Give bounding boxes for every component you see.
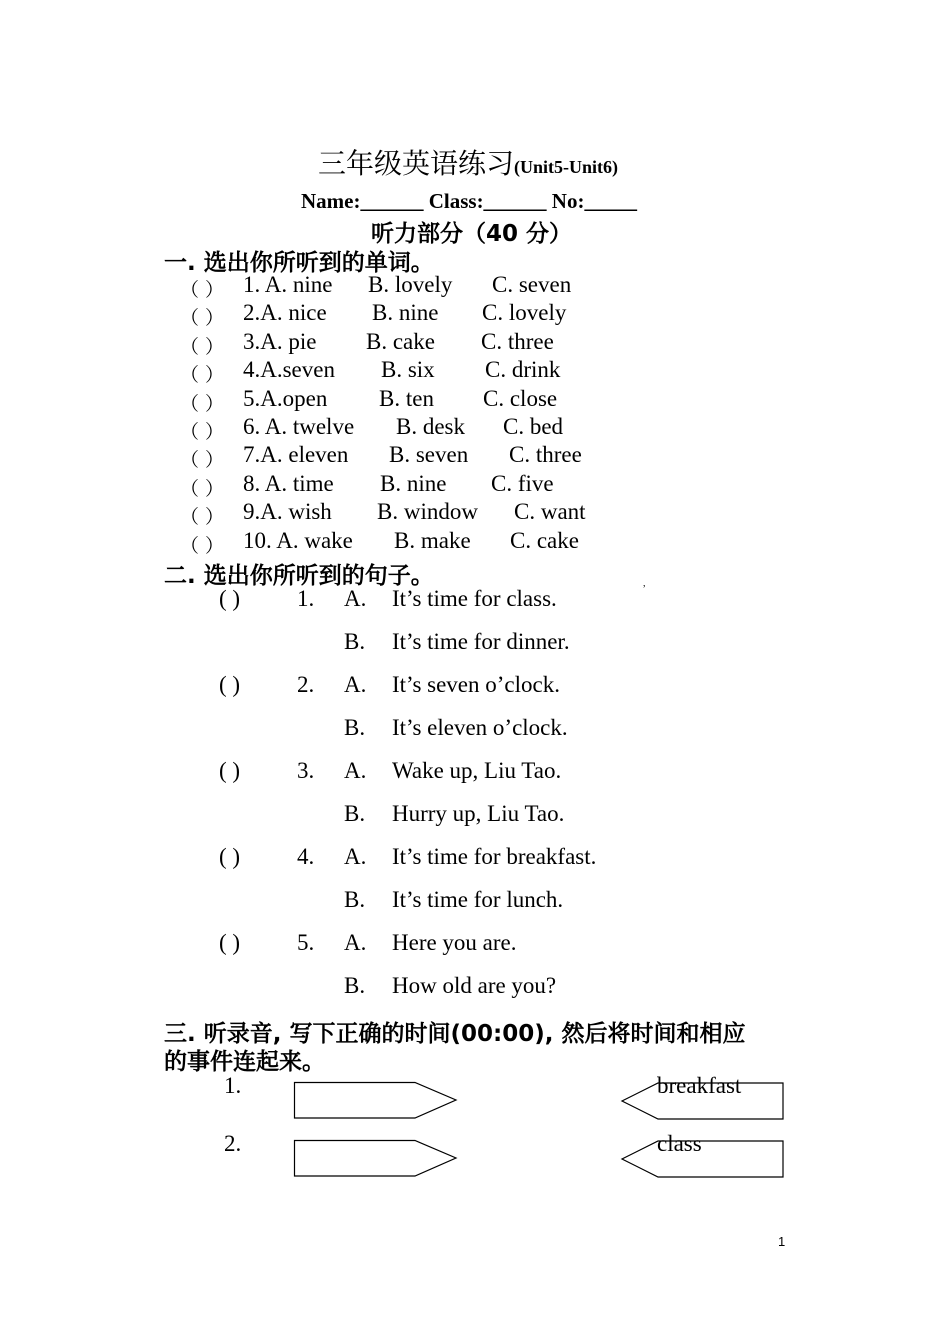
option-c: C. want: [514, 499, 586, 525]
answer-bracket[interactable]: （ ）: [180, 335, 225, 358]
student-info-line: Name:______ Class:______ No:_____: [301, 189, 637, 213]
match-item-number: 2.: [224, 1131, 242, 1156]
option-c: C. close: [483, 385, 558, 411]
option-b-text: It’s time for dinner.: [392, 629, 570, 654]
stray-mark: ,: [643, 578, 646, 589]
option-b: B. six: [381, 357, 435, 383]
option-a-label: A.: [344, 586, 367, 611]
answer-bracket[interactable]: ( ): [219, 672, 241, 697]
event-label: breakfast: [657, 1073, 742, 1098]
answer-bracket[interactable]: （ ）: [180, 364, 225, 387]
listening-section-header: 听力部分（40 分）: [371, 221, 573, 247]
question-number: 1.: [297, 586, 315, 611]
match-item-number: 1.: [224, 1073, 242, 1098]
answer-bracket[interactable]: ( ): [219, 586, 241, 611]
answer-bracket[interactable]: ( ): [219, 758, 241, 783]
option-b-label: B.: [344, 973, 366, 998]
option-b-label: B.: [344, 801, 366, 826]
option-b: B. window: [377, 499, 478, 525]
option-b-text: Hurry up, Liu Tao.: [392, 801, 565, 826]
option-b: B. lovely: [368, 272, 453, 297]
option-b: B. seven: [389, 442, 469, 468]
option-a-label: A.: [344, 758, 367, 783]
event-label: class: [657, 1131, 702, 1156]
option-a-text: It’s time for class.: [392, 586, 557, 611]
answer-bracket[interactable]: ( ): [219, 930, 241, 955]
option-b: B. nine: [380, 470, 447, 496]
page-title: [318, 142, 618, 182]
question-number: 4.: [297, 844, 315, 869]
option-a: 7.A. eleven: [243, 442, 349, 468]
option-b: B. ten: [379, 385, 434, 411]
option-a: 9.A. wish: [243, 499, 332, 525]
page-number: 1: [778, 1234, 786, 1249]
time-answer-box[interactable]: [294, 1082, 458, 1120]
answer-bracket[interactable]: （ ）: [180, 449, 225, 472]
option-b-label: B.: [344, 887, 366, 912]
answer-bracket[interactable]: （ ）: [180, 534, 225, 557]
option-c: C. lovely: [482, 300, 567, 326]
part2-heading: 二. 选出你所听到的句子。: [164, 563, 434, 589]
answer-bracket[interactable]: （ ）: [180, 506, 225, 529]
option-a: 8. A. time: [243, 470, 334, 496]
option-b-text: How old are you?: [392, 973, 557, 998]
answer-bracket[interactable]: （ ）: [180, 279, 225, 301]
option-a-label: A.: [344, 672, 367, 697]
option-a: 3.A. pie: [243, 328, 317, 354]
option-c: C. seven: [492, 272, 572, 297]
part1-heading: 一. 选出你所听到的单词。: [164, 250, 434, 276]
option-a-text: Wake up, Liu Tao.: [392, 758, 562, 783]
option-a: 1. A. nine: [243, 272, 333, 297]
option-a-text: It’s seven o’clock.: [392, 672, 560, 697]
option-a: 4.A.seven: [243, 357, 335, 383]
option-b-text: It’s time for lunch.: [392, 887, 564, 912]
answer-bracket[interactable]: （ ）: [180, 392, 225, 415]
question-number: 3.: [297, 758, 315, 783]
option-c: C. cake: [510, 527, 579, 553]
time-answer-box[interactable]: [294, 1140, 458, 1178]
option-c: C. drink: [485, 357, 561, 383]
option-c: C. five: [491, 470, 554, 496]
option-a-label: A.: [344, 844, 367, 869]
event-box: [621, 1140, 785, 1178]
option-a: 2.A. nice: [243, 300, 327, 326]
option-b-text: It’s eleven o’clock.: [392, 715, 568, 740]
option-b-label: B.: [344, 715, 366, 740]
answer-bracket[interactable]: （ ）: [180, 421, 225, 443]
question-number: 5.: [297, 930, 315, 955]
title-units: (Unit5-Unit6): [514, 157, 619, 177]
option-b: B. cake: [366, 328, 435, 354]
part3-heading-line2: 的事件连起来。: [164, 1049, 325, 1075]
question-number: 2.: [297, 672, 315, 697]
option-c: C. bed: [503, 414, 564, 439]
answer-bracket[interactable]: （ ）: [180, 307, 225, 330]
option-a-text: Here you are.: [392, 930, 517, 955]
part3-heading-line1: 三. 听录音, 写下正确的时间(00:00), 然后将时间和相应: [164, 1021, 746, 1047]
answer-bracket[interactable]: （ ）: [180, 477, 225, 500]
option-c: C. three: [481, 328, 554, 354]
option-b: B. nine: [372, 300, 439, 326]
option-b: B. make: [394, 527, 471, 553]
answer-bracket[interactable]: ( ): [219, 844, 241, 869]
option-a: 6. A. twelve: [243, 414, 355, 439]
option-b-label: B.: [344, 629, 366, 654]
option-a-label: A.: [344, 930, 367, 955]
title-chinese: 三年级英语练习: [318, 149, 515, 180]
option-a-text: It’s time for breakfast.: [392, 844, 597, 869]
option-c: C. three: [509, 442, 582, 468]
option-a: 5.A.open: [243, 385, 328, 411]
option-b: B. desk: [396, 414, 465, 439]
option-a: 10. A. wake: [243, 527, 353, 553]
